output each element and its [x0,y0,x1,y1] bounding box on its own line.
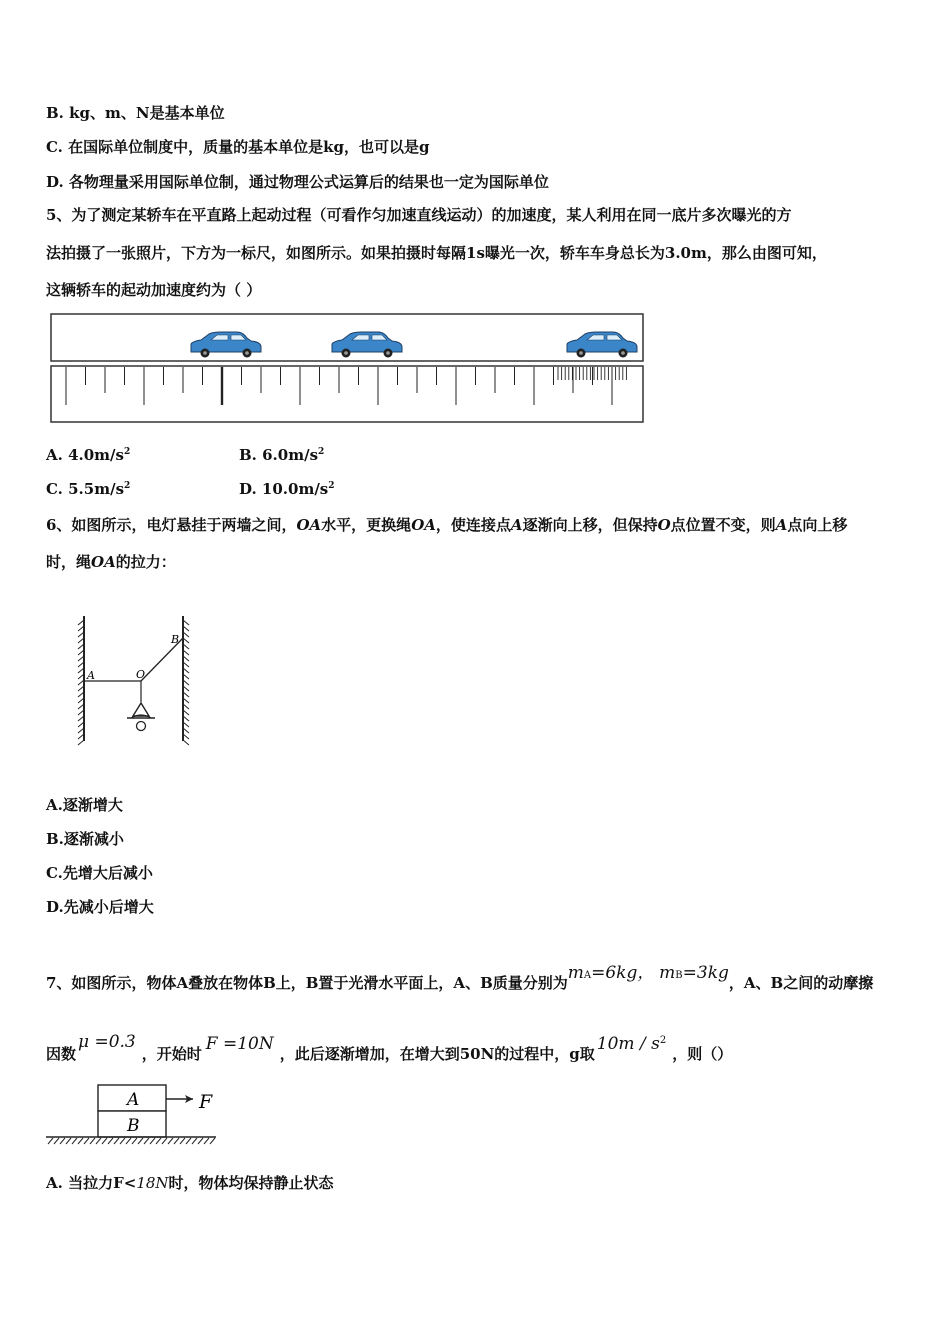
g-formula: $10m / s^2$ [596,1034,667,1054]
q5-stem-line2: 法拍摄了一张照片，下方为一标尺，如图所示。如果拍摄时每隔1s曝光一次，轿车车身总长为3.0m，那么由图可知， [46,244,827,262]
label-b: B [171,633,180,646]
q6-stem-line2: 时，绳OA的拉力： [46,553,176,571]
q4-option-d: D. 各物理量采用国际单位制，通过物理公式运算后的结果也一定为国际单位 [46,173,549,191]
q6-option-b: B.逐渐减小 [46,830,124,848]
force-label: F [199,1091,213,1113]
q6-stem-line1: 6、如图所示，电灯悬挂于两墙之间，OA水平，更换绳OA，使连接点A逐渐向上移，但保持O点位置不变，则A点向上移 [46,516,848,534]
ground [46,1137,216,1144]
force-formula: F =10N [205,1034,274,1054]
mass-formula: mA=6kg， mB=3kg [567,963,729,983]
label-o: O [136,668,146,681]
q5-stem-line1: 5、为了测定某轿车在平直路上起动过程（可看作匀加速直线运动）的加速度，某人利用在同一底片多次曝光的方 [46,206,792,224]
q5-stem-line3: 这辆轿车的起动加速度约为（ ） [46,281,262,299]
q7-stem-line2: 因数μ =0.3，开始时 F =10N ，此后逐渐增加，在增大到50N的过程中，g取 $10m / s^2$，则（） [46,1032,733,1063]
q7-option-a: A. 当拉力F<18N时，物体均保持静止状态 [46,1174,334,1192]
q7-stem-line1: 7、如图所示，物体A叠放在物体B上，B置于光滑水平面上，A、B质量分别为mA=6kg， mB=3kg，A、B之间的动摩擦 [46,963,874,992]
q4-option-c: C. 在国际单位制度中，质量的基本单位是kg，也可以是g [46,138,430,156]
q4-option-b: B. kg、m、N是基本单位 [46,104,225,122]
q5-option-b: B. $6.0m/s^2$ [239,446,325,464]
label-a: A [87,669,95,682]
block-a-label: A [127,1090,140,1110]
q5-option-d: D. $10.0m/s^2$ [239,480,335,498]
q6-option-c: C.先增大后减小 [46,864,153,882]
force-arrow-icon [166,1095,193,1103]
block-b-label: B [127,1116,140,1136]
q6-option-a: A.逐渐增大 [46,796,123,814]
q5-option-c: C. $5.5m/s^2$ [46,480,131,498]
q6-option-d: D.先减小后增大 [46,898,154,916]
q5-option-a: A. $4.0m/s^2$ [46,446,131,464]
mu-formula: μ =0.3 [78,1032,136,1052]
